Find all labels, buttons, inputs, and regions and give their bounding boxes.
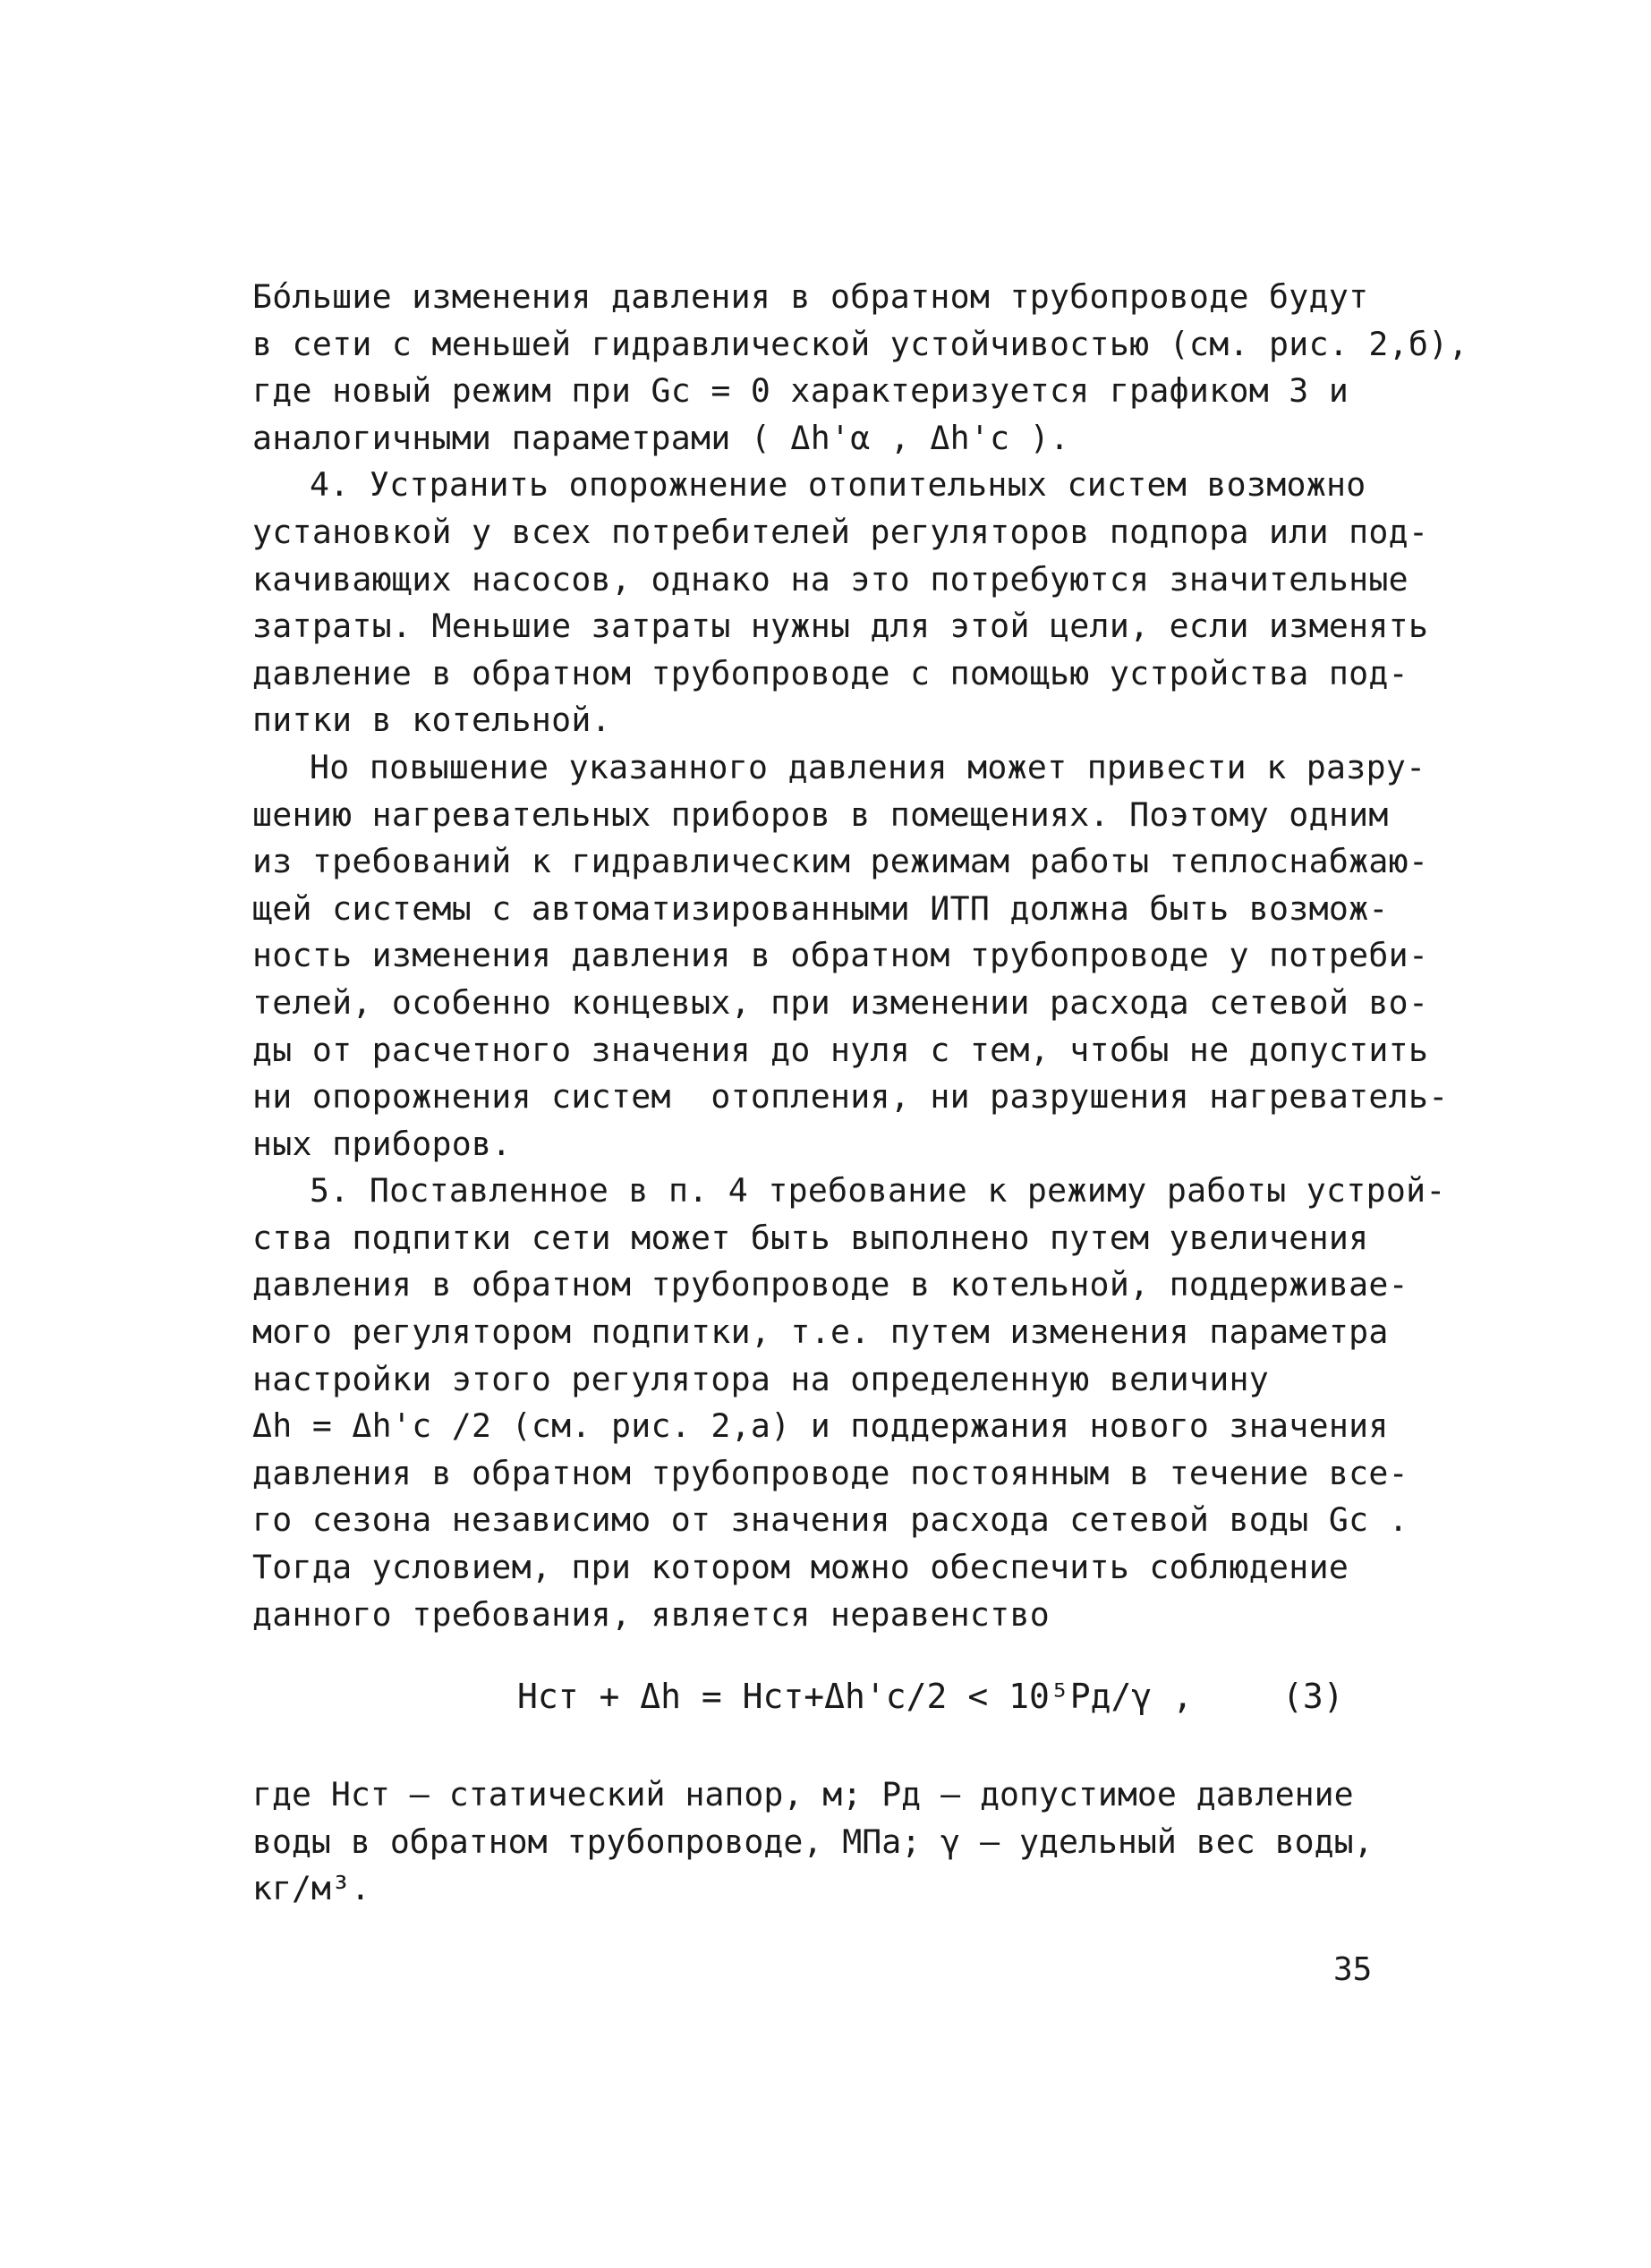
text-line: где новый режим при Gс = 0 характеризуется графиком 3 и bbox=[252, 371, 1349, 411]
text-line: ды от расчетного значения до нуля с тем, чтобы не допустить bbox=[252, 1030, 1429, 1069]
text-line: Но повышение указанного давления может привести к разру- bbox=[310, 747, 1426, 786]
text-line: Бо́льшие изменения давления в обратном трубопроводе будут bbox=[252, 277, 1369, 316]
text-line: Тогда условием, при котором можно обеспечить соблюдение bbox=[252, 1548, 1349, 1587]
text-line: ни опорожнения систем отопления, ни разрушения нагреватель- bbox=[252, 1077, 1449, 1117]
text-line: мого регулятором подпитки, т.е. путем изменения параметра bbox=[252, 1312, 1389, 1352]
text-line: ных приборов. bbox=[252, 1124, 512, 1163]
page-number: 35 bbox=[1333, 1951, 1373, 1988]
text-line: настройки этого регулятора на определенную величину bbox=[252, 1359, 1270, 1398]
formula-explanation bbox=[252, 1771, 1407, 1913]
text-line: щей системы с автоматизированными ИТП должна быть возмож- bbox=[252, 888, 1389, 928]
text-line: шению нагревательных приборов в помещениях. Поэтому одним bbox=[252, 794, 1389, 834]
text-line: аналогичными параметрами ( Δh'α , Δh'с ). bbox=[252, 418, 1070, 457]
text-line: телей, особенно концевых, при изменении расхода сетевой во- bbox=[252, 982, 1429, 1022]
body-text bbox=[252, 274, 1468, 1638]
text-line: питки в котельной. bbox=[252, 701, 611, 740]
text-line: в сети с меньшей гидравлической устойчивостью (см. рис. 2,б), bbox=[252, 324, 1468, 363]
text-line: данного требования, является неравенство bbox=[252, 1594, 1050, 1634]
text-line: установкой у всех потребителей регуляторов подпора или под- bbox=[252, 512, 1429, 551]
text-line: давления в обратном трубопроводе постоянным в течение все- bbox=[252, 1453, 1408, 1492]
text-line: давления в обратном трубопроводе в котельной, поддерживае- bbox=[252, 1265, 1408, 1304]
text-line: Δh = Δh'с /2 (см. рис. 2,а) и поддержания нового значения bbox=[252, 1406, 1389, 1446]
text-line: ность изменения давления в обратном трубопроводе у потреби- bbox=[252, 936, 1429, 975]
formula-number: (3) bbox=[1282, 1677, 1344, 1716]
text-line: из требований к гидравлическим режимам работы теплоснабжаю- bbox=[252, 842, 1429, 881]
text-line: го сезона независимо от значения расхода сетевой воды Gс . bbox=[252, 1500, 1408, 1540]
text-line: воды в обратном трубопроводе, МПа; γ – удельный вес воды, bbox=[252, 1822, 1374, 1861]
text-line: затраты. Меньшие затраты нужны для этой цели, если изменять bbox=[252, 607, 1429, 646]
formula-3: Hст + Δh = Hст+Δh'с/2 < 10⁵Pд/γ , bbox=[517, 1677, 1193, 1716]
text-line: качивающих насосов, однако на это потребуются значительные bbox=[252, 559, 1408, 599]
text-line: ства подпитки сети может быть выполнено путем увеличения bbox=[252, 1218, 1369, 1257]
text-line: 4. Устранить опорожнение отопительных систем возможно bbox=[310, 465, 1366, 505]
text-line: давление в обратном трубопроводе с помощью устройства под- bbox=[252, 653, 1408, 692]
text-line: 5. Поставленное в п. 4 требование к режиму работы устрой- bbox=[310, 1171, 1446, 1210]
text-line: кг/м³. bbox=[252, 1869, 370, 1908]
text-line: где Hст – статический напор, м; Pд – допустимое давление bbox=[252, 1775, 1354, 1814]
